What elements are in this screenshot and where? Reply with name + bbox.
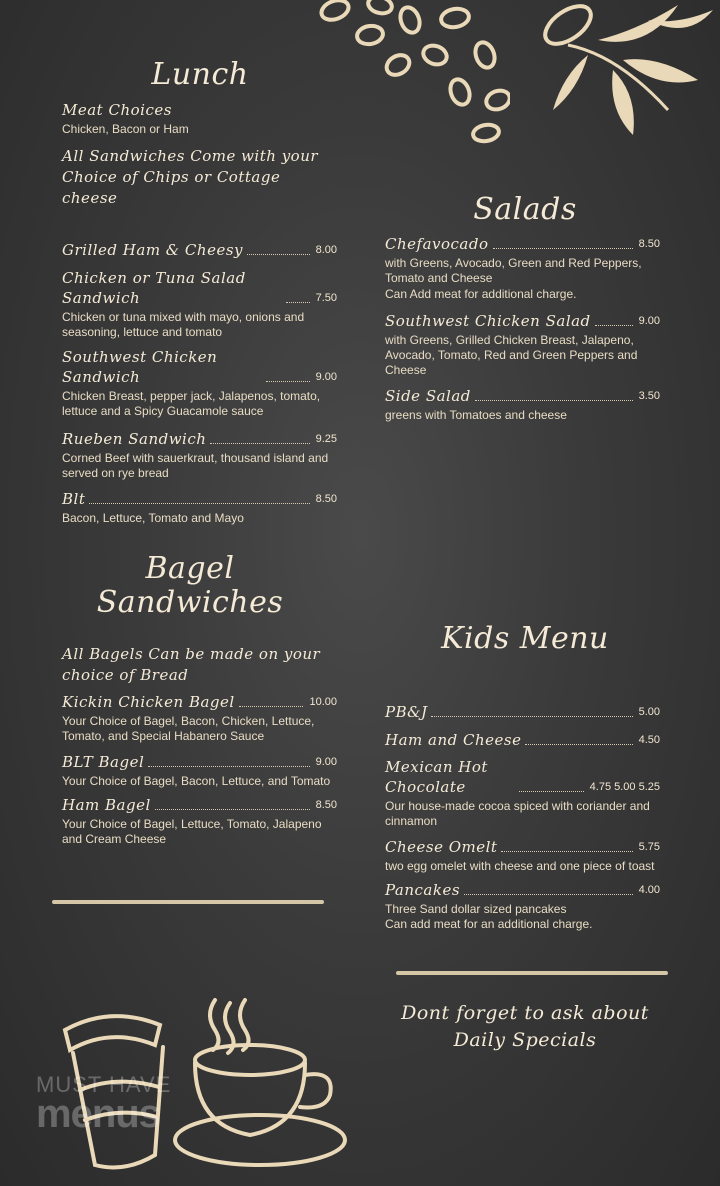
item-price: 5.75 (638, 841, 660, 853)
item-desc: Your Choice of Bagel, Lettuce, Tomato, Jalapeno and Cream Cheese (62, 817, 322, 846)
item-desc: Corned Beef with sauerkraut, thousand island and served on rye bread (62, 451, 329, 480)
bagel-title-line1: Bagel (145, 551, 235, 586)
bagel-title (70, 552, 310, 620)
item-name: Side Salad (385, 387, 471, 405)
item-price: 8.00 (315, 244, 337, 256)
coffee-leaves-icon (528, 0, 720, 140)
item-price: 8.50 (638, 238, 660, 250)
menu-item-kids-1 (385, 730, 660, 750)
item-name: Chicken or Tuna Salad Sandwich (62, 269, 246, 307)
item-name: BLT Bagel (62, 753, 145, 771)
item-name: Grilled Ham & Cheesy (62, 241, 243, 259)
watermark-logo (36, 1074, 171, 1134)
item-desc: Chicken or tuna mixed with mayo, onions and seasoning, lettuce and tomato (62, 310, 305, 339)
watermark-line2: menus (36, 1092, 160, 1136)
watermark-line1: MUST HAVE (36, 1072, 172, 1097)
meat-choices-desc: Chicken, Bacon or Ham (62, 122, 189, 136)
menu-item-kids-3 (385, 837, 660, 874)
bagel-intro: All Bagels Can be made on your choice of Bread (62, 645, 321, 684)
menu-item-lunch-0 (62, 240, 337, 260)
item-price: 9.00 (315, 756, 337, 768)
item-name: Pancakes (385, 881, 461, 899)
item-desc: Our house-made cocoa spiced with coriander and cinnamon (385, 799, 650, 828)
meat-choices (62, 100, 337, 137)
item-name: Mexican Hot Chocolate (385, 758, 488, 796)
menu-item-kids-2 (385, 757, 660, 829)
daily-specials-note: Dont forget to ask about Daily Specials (401, 1002, 649, 1051)
item-desc: with Greens, Avocado, Green and Red Peppers, Tomato and Cheese (385, 256, 642, 285)
menu-item-lunch-4 (62, 489, 337, 526)
item-name: Chefavocado (385, 235, 489, 253)
menu-item-bagel-0 (62, 692, 337, 744)
bagel-title-line2: Sandwiches (96, 585, 284, 620)
menu-item-salad-0 (385, 234, 660, 302)
item-price: 9.25 (315, 433, 337, 445)
item-desc: Your Choice of Bagel, Bacon, Lettuce, and Tomato (62, 774, 331, 788)
item-price: 9.00 (315, 371, 337, 383)
item-name: Southwest Chicken Salad (385, 312, 591, 330)
menu-item-bagel-2 (62, 795, 337, 847)
item-price: 4.50 (638, 734, 660, 746)
menu-item-lunch-3 (62, 429, 337, 481)
menu-item-kids-4 (385, 880, 660, 932)
item-price: 4.75 5.00 5.25 (589, 781, 660, 793)
item-price: 10.00 (309, 696, 337, 708)
item-name: Ham and Cheese (385, 731, 522, 749)
meat-choices-heading: Meat Choices (62, 101, 172, 119)
item-desc: greens with Tomatoes and cheese (385, 408, 567, 422)
item-price: 8.50 (315, 799, 337, 811)
item-price: 7.50 (315, 292, 337, 304)
item-name: Ham Bagel (62, 796, 151, 814)
item-price: 3.50 (638, 390, 660, 402)
menu-item-lunch-1 (62, 268, 337, 340)
item-note: Can add meat for an additional charge. (385, 917, 593, 931)
divider-right (396, 971, 668, 975)
item-price: 9.00 (638, 315, 660, 327)
item-name: Kickin Chicken Bagel (62, 693, 235, 711)
menu-item-salad-1 (385, 311, 660, 378)
menu-item-salad-2 (385, 386, 660, 423)
lunch-title: Lunch (151, 57, 249, 92)
kids-title: Kids Menu (441, 621, 609, 656)
coffee-beans-icon (310, 0, 510, 150)
menu-item-kids-0 (385, 702, 660, 722)
item-name: Rueben Sandwich (62, 430, 207, 448)
item-desc: Your Choice of Bagel, Bacon, Chicken, Lettuce, Tomato, and Special Habanero Sauce (62, 714, 315, 743)
item-name: Cheese Omelt (385, 838, 498, 856)
item-desc: with Greens, Grilled Chicken Breast, Jalapeno, Avocado, Tomato, Red and Green Peppers and Cheese (385, 333, 638, 377)
item-price: 4.00 (638, 884, 660, 896)
item-price: 8.50 (315, 493, 337, 505)
item-desc: Three Sand dollar sized pancakes (385, 902, 567, 916)
item-name: PB&J (385, 703, 428, 721)
item-desc: Bacon, Lettuce, Tomato and Mayo (62, 511, 244, 525)
item-name: Blt (62, 490, 86, 508)
item-desc: Chicken Breast, pepper jack, Jalapenos, tomato, lettuce and a Spicy Guacamole sauce (62, 389, 321, 418)
item-price: 5.00 (638, 706, 660, 718)
item-note: Can Add meat for additional charge. (385, 287, 577, 301)
item-name: Southwest Chicken Sandwich (62, 348, 218, 386)
item-desc: two egg omelet with cheese and one piece of toast (385, 859, 655, 873)
salads-title: Salads (473, 192, 577, 227)
divider-left (52, 900, 324, 904)
menu-item-bagel-1 (62, 752, 337, 789)
menu-item-lunch-2 (62, 347, 337, 419)
lunch-intro: All Sandwiches Come with your Choice of Chips or Cottage cheese (62, 147, 319, 207)
